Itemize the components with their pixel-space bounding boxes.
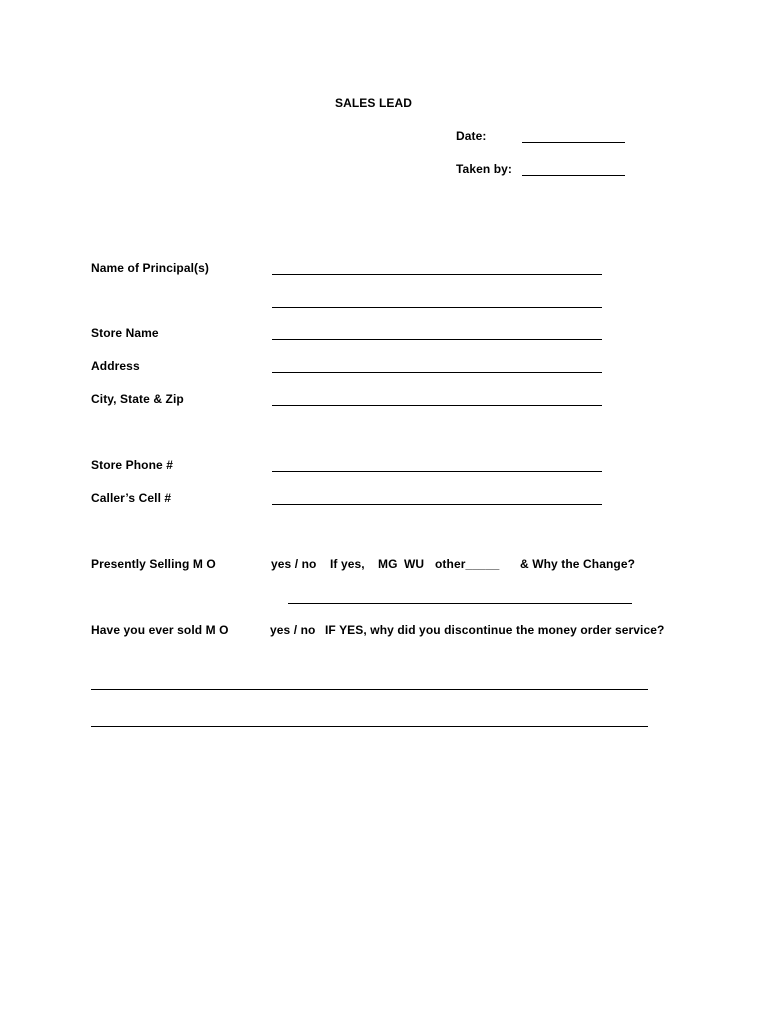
discontinue-reason-field-2[interactable] [91, 725, 648, 727]
callers-cell-label: Caller’s Cell # [91, 491, 172, 505]
date-label: Date: [456, 129, 487, 143]
discontinue-question: IF YES, why did you discontinue the money order service? [325, 623, 665, 637]
city-state-zip-field[interactable] [272, 404, 602, 406]
mg-option[interactable]: MG [378, 557, 398, 571]
store-name-label: Store Name [91, 326, 159, 340]
ever-sold-label: Have you ever sold M O [91, 623, 229, 637]
discontinue-reason-field-1[interactable] [91, 688, 648, 690]
address-field[interactable] [272, 371, 602, 373]
why-change-field[interactable] [288, 602, 632, 604]
wu-option[interactable]: WU [404, 557, 425, 571]
taken-by-label: Taken by: [456, 162, 513, 176]
principal-name-label: Name of Principal(s) [91, 261, 210, 275]
why-change-label: & Why the Change? [520, 557, 636, 571]
if-yes-label: If yes, [330, 557, 365, 571]
callers-cell-field[interactable] [272, 503, 602, 505]
presently-selling-label: Presently Selling M O [91, 557, 216, 571]
principal-name-field-2[interactable] [272, 306, 602, 308]
date-field[interactable] [522, 141, 625, 143]
city-state-zip-label: City, State & Zip [91, 392, 184, 406]
form-title: SALES LEAD [335, 96, 413, 110]
address-label: Address [91, 359, 140, 373]
store-phone-label: Store Phone # [91, 458, 173, 472]
presently-selling-yes-no[interactable]: yes / no [271, 557, 317, 571]
store-name-field[interactable] [272, 338, 602, 340]
other-option[interactable]: other_____ [435, 557, 500, 571]
taken-by-field[interactable] [522, 174, 625, 176]
store-phone-field[interactable] [272, 470, 602, 472]
ever-sold-yes-no[interactable]: yes / no [270, 623, 316, 637]
principal-name-field-1[interactable] [272, 273, 602, 275]
